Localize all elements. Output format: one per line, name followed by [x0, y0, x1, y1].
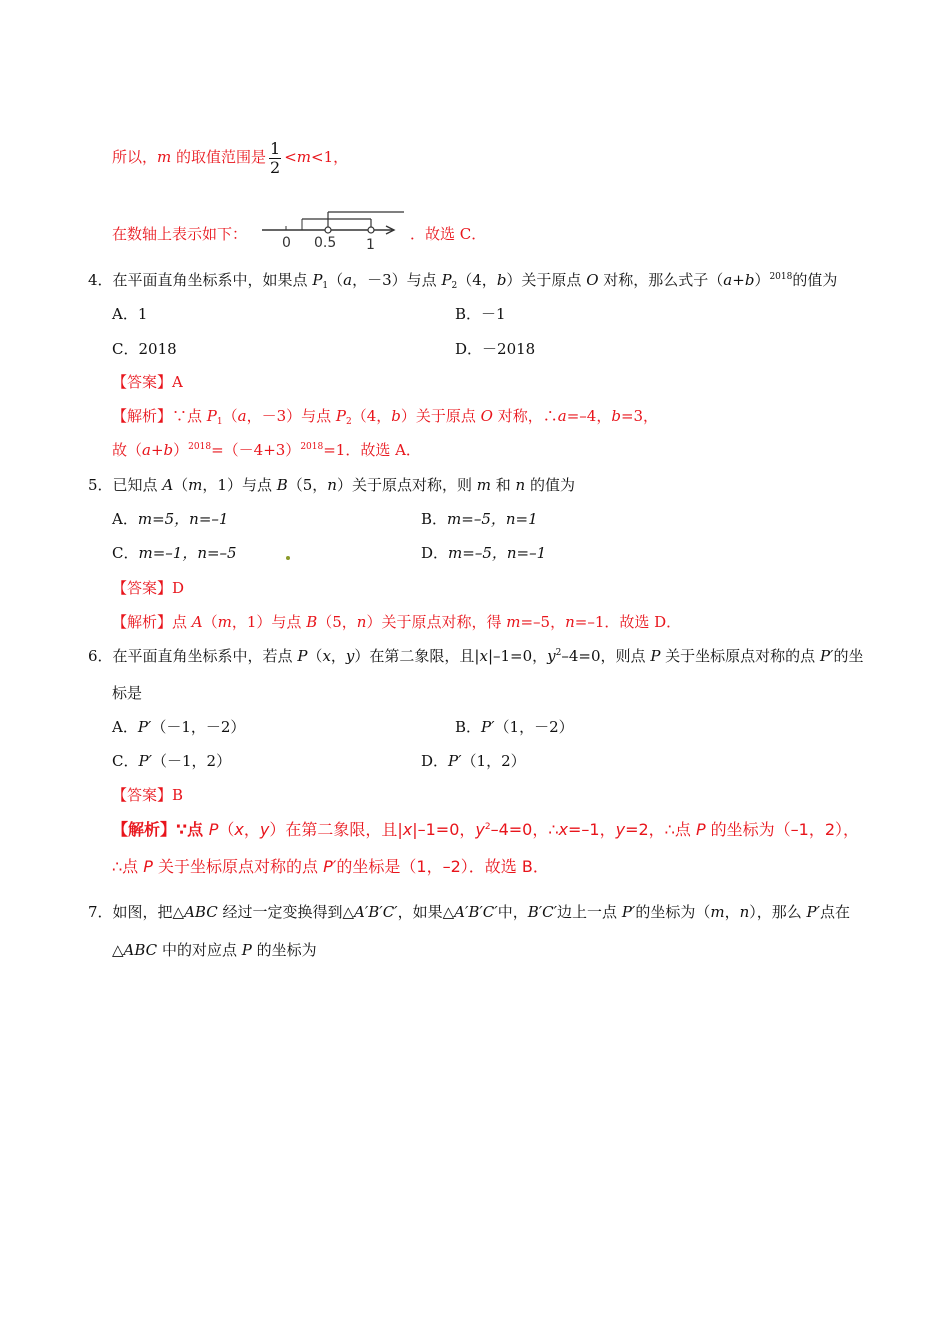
- q4-stem: 4．在平面直角坐标系中，如果点 $P_1(a$，－3）与点 $P_2(4$，b）关于原点 O 对称，那么式子$(a+b)^{2018}$的值为: [88, 271, 838, 291]
- q5-option-b: B．m=–5，n=1: [421, 510, 538, 528]
- q7-stem-2: △ABC 中的对应点 P 的坐标为: [112, 941, 317, 959]
- q5-stem: 5．已知点 A（m，1）与点 B（5，n）关于原点对称，则 m 和 n 的值为: [88, 476, 575, 494]
- tick-label-1: 1: [366, 237, 375, 250]
- q6-analysis-1: 【解析】∵点 P（x，y）在第二象限，且|x|–1=0，$y^2-4=0$，∴x=–1，y=2，∴点 P 的坐标为（–1，2），: [112, 820, 860, 839]
- q6-analysis-2: ∴点 P 关于坐标原点对称的点 P′的坐标是（1，–2）．故选 B．: [112, 857, 549, 876]
- q4-answer: 【答案】A: [112, 373, 183, 391]
- q4-option-a: A．1: [112, 305, 148, 323]
- q6-stem-2: 标是: [112, 684, 143, 702]
- q5-analysis: 【解析】点 A（m，1）与点 B（5，n）关于原点对称，得 m=–5，n=–1．故选 D．: [112, 613, 682, 631]
- fraction-one-half: $\frac{1}{2}$: [270, 138, 281, 177]
- q5-answer: 【答案】D: [112, 579, 185, 597]
- q4-option-b: B．－1: [455, 305, 506, 323]
- q4-analysis-1: 【解析】∵点 $P_1(a$，－3）与点 $P_2(4$，b）关于原点 O 对称，∴a=–4，b=3，: [112, 407, 659, 427]
- q3-numberline-line: 在数轴上表示如下：: [112, 225, 248, 243]
- q4-option-d: D．－2018: [455, 340, 536, 358]
- q6-option-c: C．P′（－1，2）: [112, 752, 232, 770]
- q7-stem-1: 7．如图，把△ABC 经过一定变换得到△A′B′C′，如果△A′B′C′中，B′C′边上一点 P′的坐标为（m，n），那么 P′点在: [88, 903, 851, 921]
- q6-option-b: B．P′（1，－2）: [455, 718, 574, 736]
- q6-option-d: D．P′（1，2）: [421, 752, 526, 770]
- stray-mark: [286, 556, 290, 560]
- q3-range-line: 所以，m 的取值范围是 $\frac{1}{2}$ <m<1，: [112, 138, 349, 177]
- q6-stem-1: 6．在平面直角坐标系中，若点 P（x，y）在第二象限，且|x|–1=0，$y^2-4=0$，则点 P 关于坐标原点对称的点 P′的坐: [88, 647, 864, 665]
- q4-analysis-2: 故$(a+b)^{2018}=(-4+3)^{2018}=1$．故选 A．: [112, 441, 421, 459]
- q5-option-d: D．m=–5，n=–1: [421, 544, 547, 562]
- tick-label-0: 0: [282, 235, 291, 250]
- q3-conclusion: ．故选 C．: [410, 225, 487, 243]
- q5-option-c: C．m=–1，n=–5: [112, 544, 237, 562]
- q5-option-a: A．m=5，n=–1: [112, 510, 229, 528]
- q6-answer: 【答案】B: [112, 786, 184, 804]
- q6-option-a: A．P′（－1，－2）: [112, 718, 246, 736]
- tick-label-0-5: 0.5: [314, 235, 337, 250]
- number-line-diagram: [258, 202, 408, 250]
- q4-option-c: C．2018: [112, 340, 177, 358]
